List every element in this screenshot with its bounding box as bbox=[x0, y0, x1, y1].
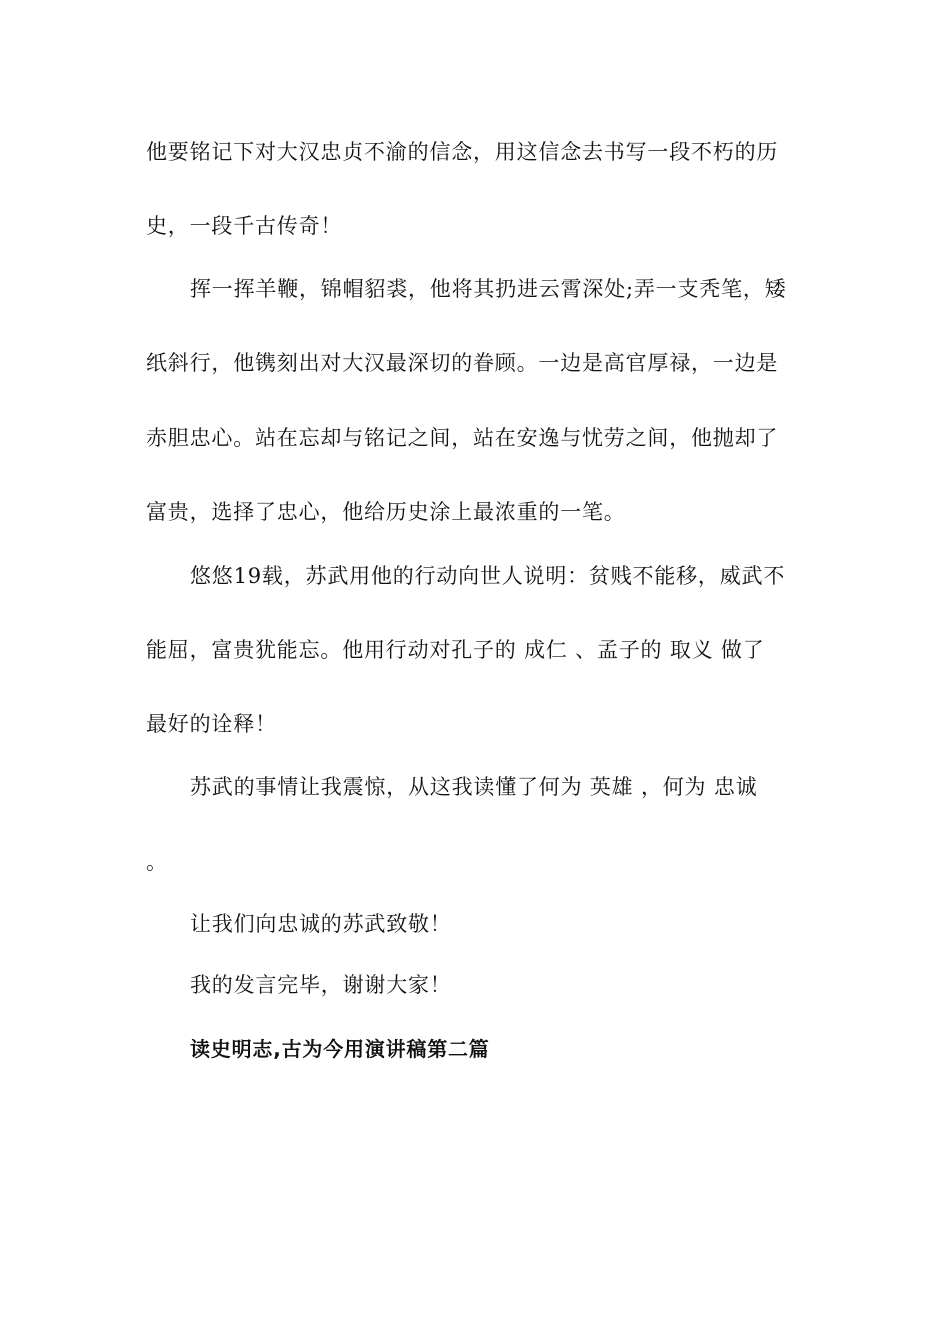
paragraph-1-line-2: 史，一段千古传奇！ bbox=[146, 214, 343, 238]
paragraph-5-line-1: 让我们向忠诚的苏武致敬！ bbox=[190, 912, 452, 936]
paragraph-4-line-2: 。 bbox=[146, 850, 168, 874]
paragraph-3-line-1: 悠悠19载，苏武用他的行动向世人说明：贫贱不能移，威武不 bbox=[190, 564, 786, 588]
paragraph-1-line-1: 他要铭记下对大汉忠贞不渝的信念，用这信念去书写一段不朽的历 bbox=[146, 140, 779, 164]
section-heading: 读史明志,古为今用演讲稿第二篇 bbox=[190, 1037, 490, 1061]
paragraph-2-line-2: 纸斜行，他镌刻出对大汉最深切的眷顾。一边是高官厚禄，一边是 bbox=[146, 351, 779, 375]
paragraph-3-line-3: 最好的诠释！ bbox=[146, 712, 277, 736]
paragraph-6-line-1: 我的发言完毕，谢谢大家！ bbox=[190, 973, 452, 997]
paragraph-2-line-3: 赤胆忠心。站在忘却与铭记之间，站在安逸与忧劳之间，他抛却了 bbox=[146, 426, 779, 450]
paragraph-2-line-4: 富贵，选择了忠心，他给历史涂上最浓重的一笔。 bbox=[146, 500, 626, 524]
paragraph-4-line-1: 苏武的事情让我震惊，从这我读懂了何为 英雄 ，何为 忠诚 bbox=[190, 775, 758, 799]
paragraph-3-line-2: 能屈，富贵犹能忘。他用行动对孔子的 成仁 、孟子的 取义 做了 bbox=[146, 638, 765, 662]
paragraph-2-line-1: 挥一挥羊鞭，锦帽貂裘，他将其扔进云霄深处;弄一支秃笔，矮 bbox=[190, 277, 787, 301]
